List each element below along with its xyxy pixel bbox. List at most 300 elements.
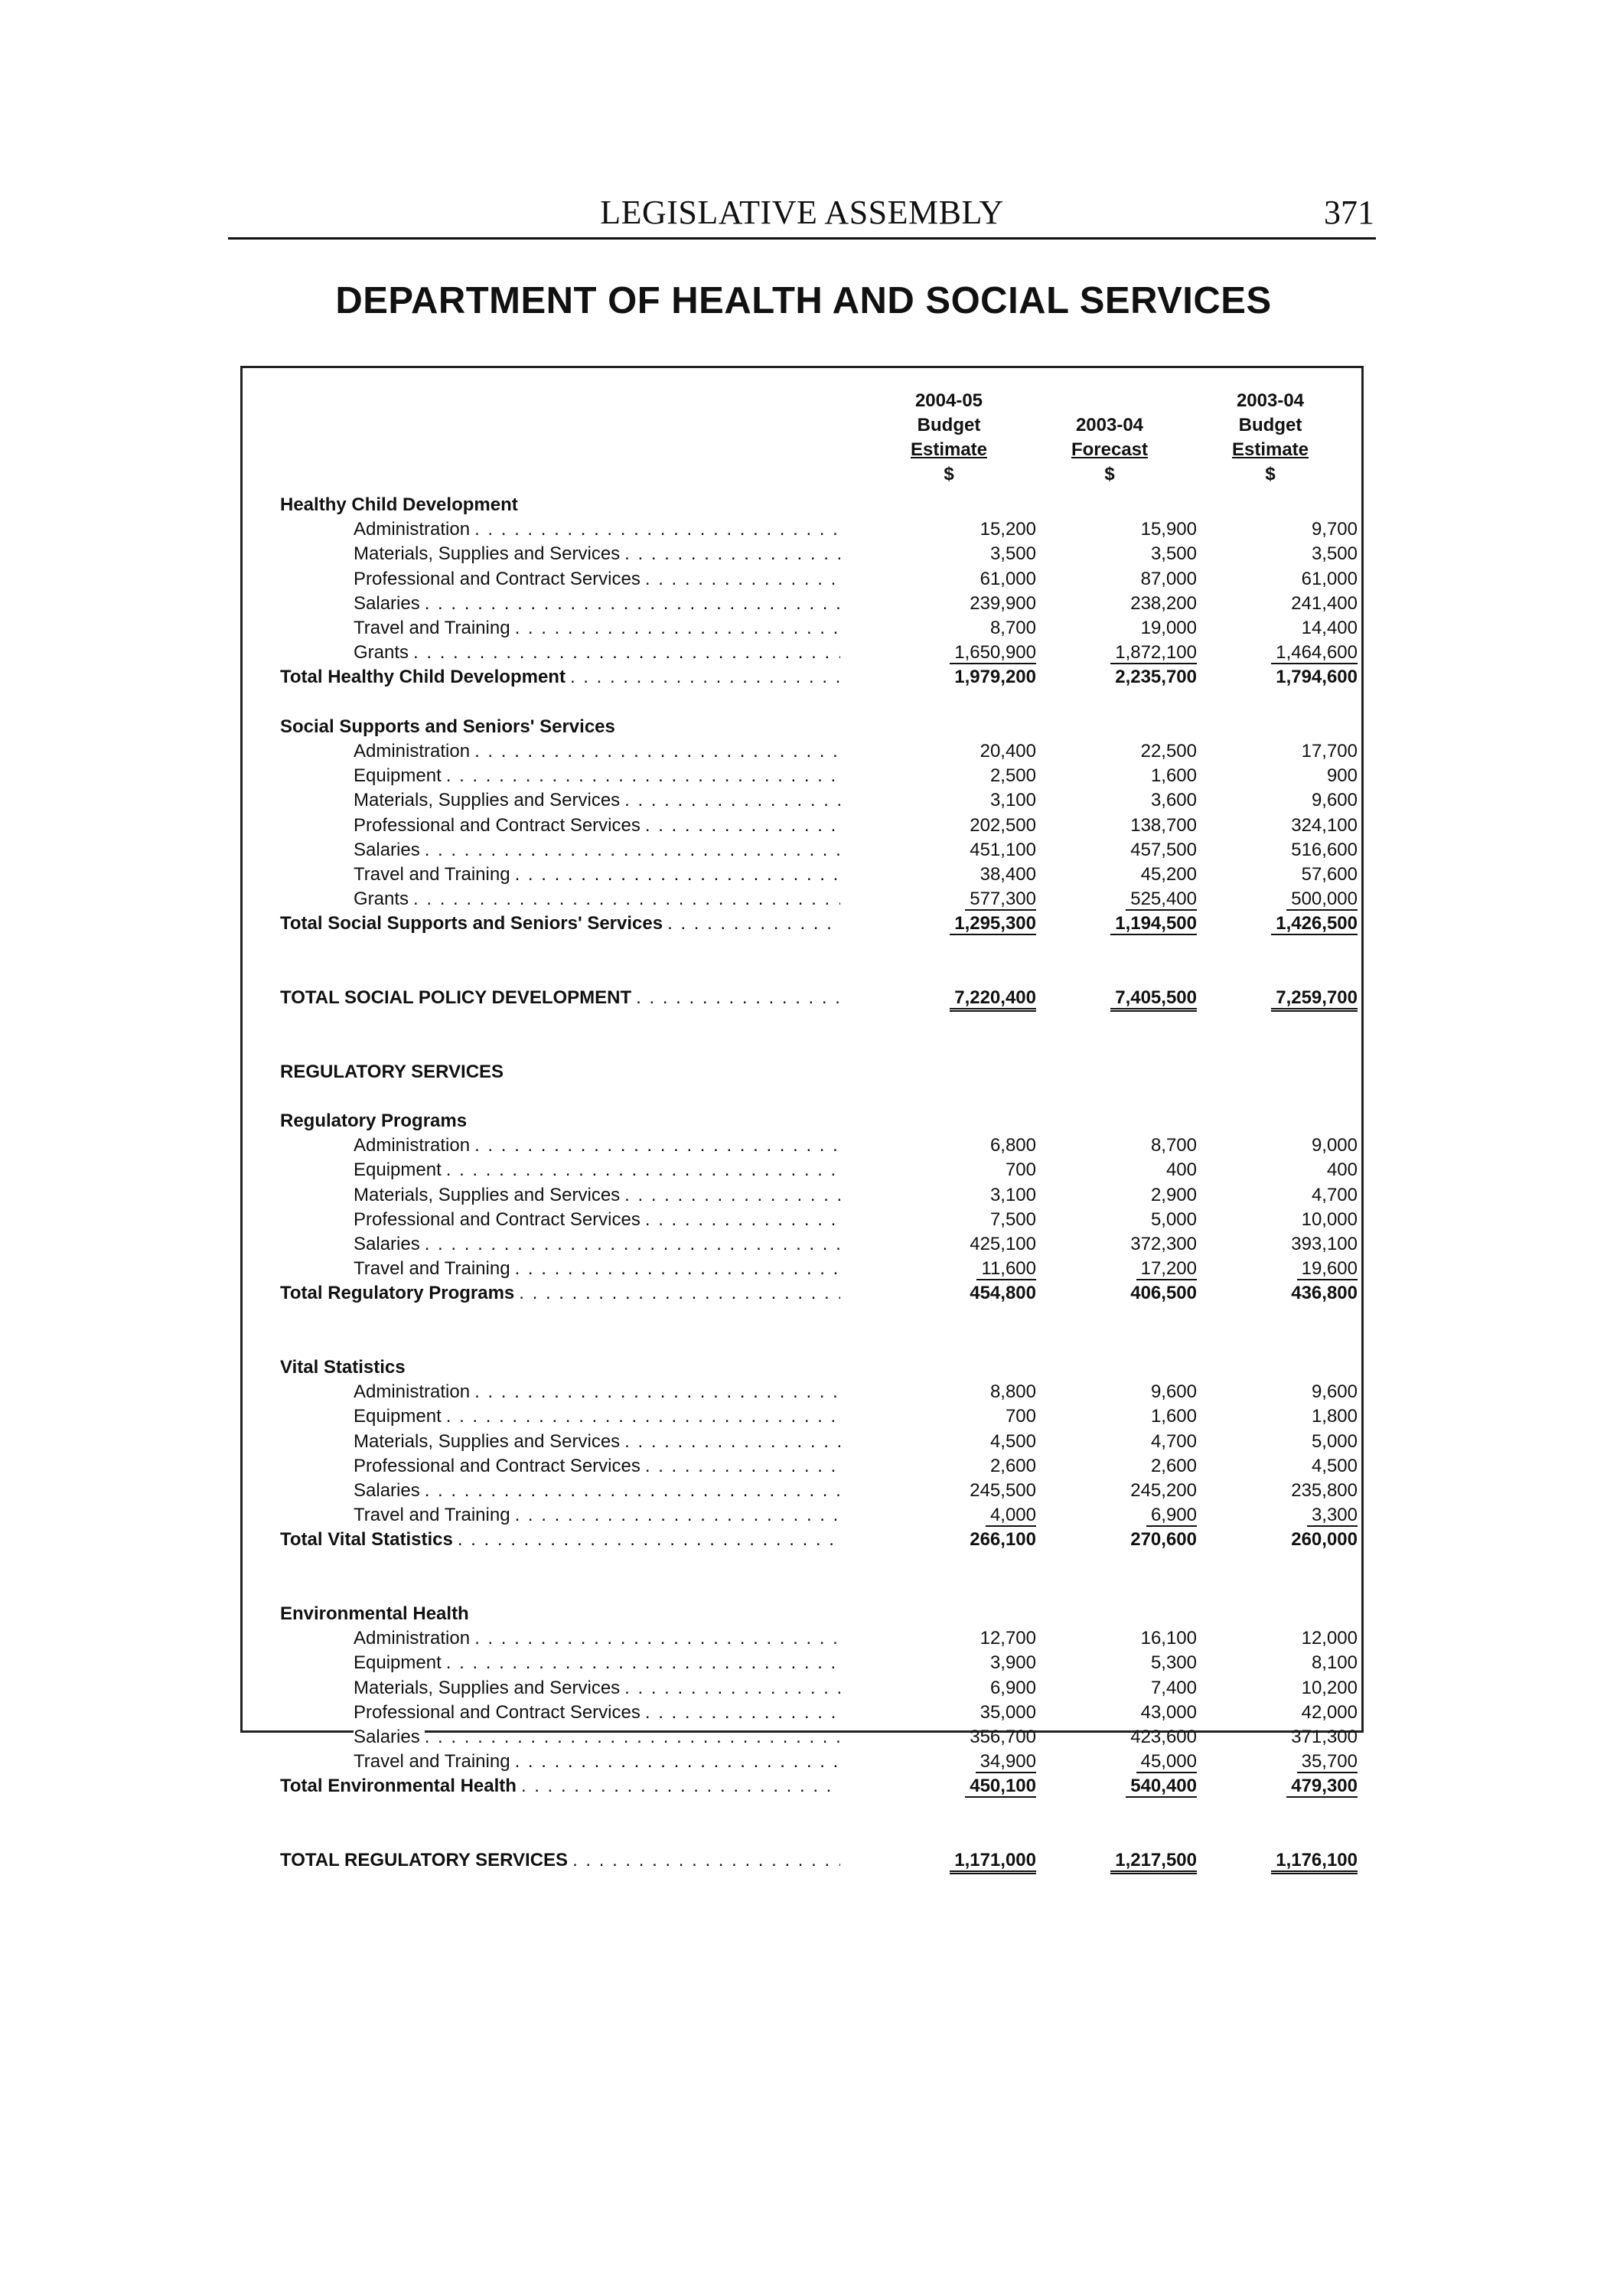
row-value (1227, 788, 1358, 813)
row-label-text: Materials, Supplies and Services (354, 1183, 624, 1208)
row-value-text: 17,700 (1301, 741, 1358, 762)
row-value-text: 479,300 (1286, 1776, 1358, 1798)
table-row (280, 517, 1358, 542)
table-row (280, 887, 1358, 912)
row-label-text: Professional and Contract Services (354, 1454, 645, 1479)
row-value (906, 1503, 1036, 1528)
row-value (906, 1774, 1036, 1799)
row-value (1227, 1430, 1358, 1454)
row-value (1067, 616, 1197, 641)
document-title: DEPARTMENT OF HEALTH AND SOCIAL SERVICES (335, 280, 1272, 321)
row-label-text: Grants (354, 641, 413, 665)
row-label-text: Travel and Training (354, 1503, 515, 1528)
row-value-text: 6,900 (1146, 1505, 1197, 1527)
row-value-text: 451,100 (970, 840, 1036, 860)
row-value-text: 42,000 (1301, 1702, 1358, 1723)
table-row (280, 788, 1358, 813)
row-value-text: 10,000 (1301, 1209, 1358, 1230)
row-value (1067, 1528, 1197, 1552)
section-heading (280, 1355, 1351, 1380)
row-label-text: Administration (354, 1380, 474, 1404)
row-value-text: 241,400 (1291, 593, 1358, 614)
row-value-text: 372,300 (1130, 1234, 1197, 1254)
running-header-title: LEGISLATIVE ASSEMBLY (600, 194, 1004, 231)
row-label (354, 814, 840, 838)
row-label-text: Total Regulatory Programs (280, 1281, 519, 1306)
column-header-unit: $ (1104, 464, 1115, 484)
row-label (354, 1257, 840, 1281)
row-value-text: 1,171,000 (950, 1850, 1036, 1874)
row-label (280, 1602, 840, 1626)
row-label-text: Administration (354, 1133, 474, 1158)
table-row (280, 863, 1358, 887)
row-label (280, 1109, 840, 1133)
row-value-text: 245,200 (1130, 1480, 1197, 1501)
row-value (1227, 1208, 1358, 1232)
row-label (354, 616, 840, 641)
row-value-text: 2,235,700 (1115, 667, 1197, 687)
row-value (1067, 887, 1197, 912)
row-value (906, 1281, 1036, 1306)
row-value-text: 436,800 (1291, 1283, 1358, 1303)
row-value-text: 1,650,900 (950, 642, 1036, 664)
row-value-text: 457,500 (1130, 840, 1197, 860)
row-value-text: 406,500 (1130, 1283, 1197, 1303)
row-value-text: 7,400 (1150, 1678, 1197, 1698)
row-value-text: 1,800 (1311, 1406, 1358, 1427)
row-label (280, 1060, 840, 1084)
row-value (1067, 764, 1197, 788)
row-value (1067, 1503, 1197, 1528)
row-value-text: 20,400 (980, 741, 1036, 762)
row-label (354, 1676, 840, 1701)
row-value-text: 9,600 (1311, 1381, 1358, 1402)
row-value (906, 1158, 1036, 1182)
row-value-text: 6,800 (989, 1135, 1036, 1156)
row-value (1227, 1676, 1358, 1701)
row-value (1067, 838, 1197, 863)
row-value-text: 4,700 (1150, 1431, 1197, 1452)
row-value (1067, 1404, 1197, 1429)
table-row (280, 1676, 1358, 1701)
row-value-text: 8,100 (1311, 1652, 1358, 1673)
row-label-text: Salaries (354, 592, 425, 616)
row-value (1067, 567, 1197, 592)
row-value-text: 450,100 (965, 1776, 1036, 1798)
row-value (1227, 1750, 1358, 1774)
row-value (906, 1676, 1036, 1701)
row-label (354, 1183, 840, 1208)
row-label (280, 1848, 840, 1873)
column-header-line: Budget (1238, 415, 1302, 435)
row-value (1067, 1848, 1197, 1873)
row-label (354, 739, 840, 764)
row-value-text: 15,200 (980, 519, 1036, 540)
row-label-text: Materials, Supplies and Services (354, 1430, 624, 1454)
row-value (906, 567, 1036, 592)
row-label (354, 542, 840, 566)
row-value (1067, 1430, 1197, 1454)
row-value-text: 1,426,500 (1271, 913, 1358, 935)
row-value-text: 4,700 (1311, 1185, 1358, 1205)
row-value-text: 87,000 (1140, 569, 1197, 589)
row-value-text: 138,700 (1130, 815, 1197, 836)
total-row (280, 1281, 1358, 1306)
row-value-text: 10,200 (1301, 1678, 1358, 1698)
row-value-text: 5,000 (1150, 1209, 1197, 1230)
row-value-text: 500,000 (1286, 889, 1358, 911)
row-label-text: Administration (354, 1626, 474, 1651)
row-value-text: 1,295,300 (950, 913, 1036, 935)
table-row (280, 1479, 1358, 1503)
row-label (280, 1355, 840, 1380)
row-value-text: 14,400 (1301, 618, 1358, 638)
row-value-text: 8,700 (1150, 1135, 1197, 1156)
row-label-text: TOTAL SOCIAL POLICY DEVELOPMENT (280, 986, 636, 1010)
row-value-text: 1,794,600 (1276, 667, 1358, 687)
row-label (354, 1503, 840, 1528)
row-value-text: 356,700 (970, 1727, 1036, 1747)
row-value-text: 7,259,700 (1271, 987, 1358, 1012)
row-label-text: Administration (354, 517, 474, 542)
row-value (906, 739, 1036, 764)
row-value-text: 9,700 (1311, 519, 1358, 540)
row-value (1067, 517, 1197, 542)
row-value-text: 245,500 (970, 1480, 1036, 1501)
row-label (354, 1725, 840, 1750)
row-value-text: 1,600 (1150, 1406, 1197, 1427)
row-value-text: 3,100 (989, 790, 1036, 810)
table-row (280, 592, 1358, 616)
row-value-text: 393,100 (1291, 1234, 1358, 1254)
row-value (906, 665, 1036, 690)
row-label-text: Social Supports and Seniors' Services (280, 716, 620, 737)
column-header-unit: $ (1265, 464, 1276, 484)
row-value-text: 12,000 (1301, 1628, 1358, 1649)
row-value (1067, 1626, 1197, 1651)
row-value-text: 2,500 (989, 765, 1036, 786)
row-label-text: Total Vital Statistics (280, 1528, 458, 1552)
row-value (1227, 838, 1358, 863)
table-row (280, 838, 1358, 863)
row-label (354, 1380, 840, 1404)
row-label (354, 764, 840, 788)
table-row (280, 1404, 1358, 1429)
row-label (354, 1158, 840, 1182)
row-value (906, 838, 1036, 863)
row-value (1227, 1479, 1358, 1503)
row-value-text: 1,217,500 (1110, 1850, 1197, 1874)
row-value-text: 35,700 (1297, 1751, 1358, 1773)
row-value (1067, 814, 1197, 838)
row-label-text: Materials, Supplies and Services (354, 542, 624, 566)
row-value-text: 6,900 (989, 1678, 1036, 1698)
row-value (906, 986, 1036, 1010)
table-row (280, 1380, 1358, 1404)
row-label-text: Materials, Supplies and Services (354, 1676, 624, 1701)
row-value-text: 3,300 (1307, 1505, 1358, 1527)
row-value (1227, 616, 1358, 641)
row-label-text: TOTAL REGULATORY SERVICES (280, 1848, 572, 1873)
row-value-text: 19,000 (1140, 618, 1197, 638)
row-value-text: 324,100 (1291, 815, 1358, 836)
row-value-text: 700 (1005, 1159, 1036, 1180)
row-label (280, 715, 840, 739)
row-label-text: Professional and Contract Services (354, 1701, 645, 1725)
row-label-text: Administration (354, 739, 474, 764)
row-label-text: Travel and Training (354, 863, 515, 887)
row-label-text: Salaries (354, 1725, 425, 1750)
row-value (1067, 986, 1197, 1010)
table-row (280, 1626, 1358, 1651)
column-header-2004-05-budget-estimate (857, 389, 1041, 487)
row-value-text: 1,872,100 (1110, 642, 1197, 664)
row-value (906, 788, 1036, 813)
row-label (354, 517, 840, 542)
row-label (354, 1479, 840, 1503)
row-value-text: 2,900 (1150, 1185, 1197, 1205)
page-number: 371 (1324, 194, 1374, 231)
table-row (280, 1701, 1358, 1725)
row-value-text: 9,600 (1311, 790, 1358, 810)
row-value-text: 235,800 (1291, 1480, 1358, 1501)
row-value (1227, 1380, 1358, 1404)
row-label-text: Regulatory Programs (280, 1110, 471, 1131)
row-label (354, 1133, 840, 1158)
row-value (1227, 1848, 1358, 1873)
row-value (1067, 542, 1197, 566)
table-row (280, 1133, 1358, 1158)
row-value (1067, 665, 1197, 690)
row-value-text: 12,700 (980, 1628, 1036, 1649)
row-value (906, 912, 1036, 936)
row-label (280, 665, 840, 690)
row-value (1067, 1774, 1197, 1799)
row-label (354, 887, 840, 912)
row-value (906, 1479, 1036, 1503)
row-value-text: 423,600 (1130, 1727, 1197, 1747)
row-value (1227, 986, 1358, 1010)
row-value-text: 1,979,200 (954, 667, 1036, 687)
row-value (1227, 641, 1358, 665)
row-value (906, 1750, 1036, 1774)
row-value (1067, 1208, 1197, 1232)
row-label-text: Travel and Training (354, 1257, 515, 1281)
row-value-text: 3,500 (1311, 543, 1358, 564)
row-value-text: 57,600 (1301, 864, 1358, 885)
row-value (1067, 1133, 1197, 1158)
row-value-text: 202,500 (970, 815, 1036, 836)
row-label-text: Equipment (354, 1404, 446, 1429)
row-value (1067, 1281, 1197, 1306)
row-value (1227, 1774, 1358, 1799)
row-value (1067, 1725, 1197, 1750)
row-value (906, 1848, 1036, 1873)
row-value (1227, 1281, 1358, 1306)
row-label-text: Grants (354, 887, 413, 912)
row-value-text: 7,405,500 (1110, 987, 1197, 1012)
row-value (1227, 1651, 1358, 1675)
row-label (354, 1208, 840, 1232)
running-header (228, 193, 1376, 240)
total-row (280, 1848, 1358, 1873)
row-value (906, 1454, 1036, 1479)
row-value (1227, 1701, 1358, 1725)
row-value (1227, 1404, 1358, 1429)
row-label-text: Equipment (354, 764, 446, 788)
column-header-2003-04-forecast (1018, 413, 1201, 487)
row-value-text: 35,000 (980, 1702, 1036, 1723)
row-value (906, 1183, 1036, 1208)
row-value (1067, 863, 1197, 887)
column-header-line: Budget (917, 415, 981, 435)
row-value-text: 15,900 (1140, 519, 1197, 540)
row-value-text: 2,600 (1150, 1456, 1197, 1476)
table-row (280, 1503, 1358, 1528)
row-label (280, 986, 840, 1010)
row-value (906, 1701, 1036, 1725)
row-value (906, 1404, 1036, 1429)
row-value-text: 260,000 (1291, 1529, 1358, 1550)
section-heading (280, 1060, 1351, 1084)
row-value (1227, 665, 1358, 690)
section-heading (280, 1109, 1351, 1133)
table-row (280, 1158, 1358, 1182)
row-value (1227, 764, 1358, 788)
row-value (1067, 739, 1197, 764)
row-label (354, 1651, 840, 1675)
row-value (1067, 1479, 1197, 1503)
row-value-text: 61,000 (980, 569, 1036, 589)
row-value (1227, 1528, 1358, 1552)
row-value (1067, 788, 1197, 813)
table-row (280, 1232, 1358, 1257)
row-value-text: 3,500 (1150, 543, 1197, 564)
row-value (1067, 1158, 1197, 1182)
table-row (280, 1454, 1358, 1479)
section-heading (280, 1602, 1351, 1626)
row-value-text: 22,500 (1140, 741, 1197, 762)
row-value (1227, 887, 1358, 912)
row-value-text: 16,100 (1140, 1628, 1197, 1649)
row-value (906, 1257, 1036, 1281)
row-value-text: 34,900 (976, 1751, 1036, 1773)
total-row (280, 665, 1358, 690)
row-value (1227, 1232, 1358, 1257)
row-value (1227, 1183, 1358, 1208)
row-value (906, 592, 1036, 616)
table-row (280, 567, 1358, 592)
section-heading (280, 493, 1351, 517)
row-label-text: Materials, Supplies and Services (354, 788, 624, 813)
total-row (280, 1774, 1358, 1799)
row-value (906, 542, 1036, 566)
row-label-text: Salaries (354, 1232, 425, 1257)
column-header-line: Forecast (1071, 439, 1149, 460)
row-value-text: 238,200 (1130, 593, 1197, 614)
row-value-text: 17,200 (1136, 1258, 1197, 1280)
row-value (906, 887, 1036, 912)
row-value (1067, 1676, 1197, 1701)
row-value (906, 517, 1036, 542)
row-label-text: Professional and Contract Services (354, 567, 645, 592)
row-label (354, 1430, 840, 1454)
row-value (1227, 739, 1358, 764)
column-header-line: Estimate (910, 439, 988, 460)
row-value (1227, 517, 1358, 542)
row-label-text: Professional and Contract Services (354, 1208, 645, 1232)
row-label (280, 493, 840, 517)
row-value (1067, 1454, 1197, 1479)
row-value-text: 3,600 (1150, 790, 1197, 810)
row-value-text: 2,600 (989, 1456, 1036, 1476)
row-value (1067, 912, 1197, 936)
row-label-text: Professional and Contract Services (354, 814, 645, 838)
row-value-text: 43,000 (1140, 1702, 1197, 1723)
column-header-line: 2003-04 (1236, 390, 1305, 411)
table-row (280, 1750, 1358, 1774)
row-value-text: 45,200 (1140, 864, 1197, 885)
row-value (1227, 912, 1358, 936)
row-value (1067, 1232, 1197, 1257)
row-label-text: Travel and Training (354, 1750, 515, 1774)
row-value (906, 1133, 1036, 1158)
row-value (1227, 1725, 1358, 1750)
row-value-text: 4,500 (989, 1431, 1036, 1452)
row-value (906, 616, 1036, 641)
row-value-text: 516,600 (1291, 840, 1358, 860)
row-label-text: Equipment (354, 1651, 446, 1675)
row-value-text: 19,600 (1297, 1258, 1358, 1280)
row-value (906, 764, 1036, 788)
row-value-text: 540,400 (1126, 1776, 1197, 1798)
column-header-line: Estimate (1231, 439, 1309, 460)
row-value (1227, 592, 1358, 616)
row-value-text: 1,464,600 (1271, 642, 1358, 664)
row-label-text: Vital Statistics (280, 1357, 410, 1378)
row-value-text: 3,500 (989, 543, 1036, 564)
row-value-text: 8,800 (989, 1381, 1036, 1402)
row-value-text: 9,600 (1150, 1381, 1197, 1402)
row-value (1227, 863, 1358, 887)
row-value-text: 5,000 (1311, 1431, 1358, 1452)
row-value-text: 1,194,500 (1110, 913, 1197, 935)
row-value-text: 61,000 (1301, 569, 1358, 589)
row-label (354, 788, 840, 813)
total-row (280, 986, 1358, 1010)
row-label (354, 1701, 840, 1725)
row-label (280, 1528, 840, 1552)
row-value (1227, 814, 1358, 838)
row-label-text: REGULATORY SERVICES (280, 1062, 508, 1082)
row-value-text: 9,000 (1311, 1135, 1358, 1156)
row-label-text: Environmental Health (280, 1603, 474, 1624)
row-value-text: 7,500 (989, 1209, 1036, 1230)
table-row (280, 764, 1358, 788)
row-label (354, 1626, 840, 1651)
row-value-text: 4,500 (1311, 1456, 1358, 1476)
row-label-text: Total Environmental Health (280, 1774, 521, 1799)
row-value (1067, 1380, 1197, 1404)
row-value (906, 863, 1036, 887)
row-value-text: 270,600 (1130, 1529, 1197, 1550)
row-value (1227, 542, 1358, 566)
row-value-text: 38,400 (980, 864, 1036, 885)
row-value-text: 4,000 (986, 1505, 1036, 1527)
row-value-text: 577,300 (965, 889, 1036, 911)
row-label (354, 592, 840, 616)
table-row (280, 1208, 1358, 1232)
